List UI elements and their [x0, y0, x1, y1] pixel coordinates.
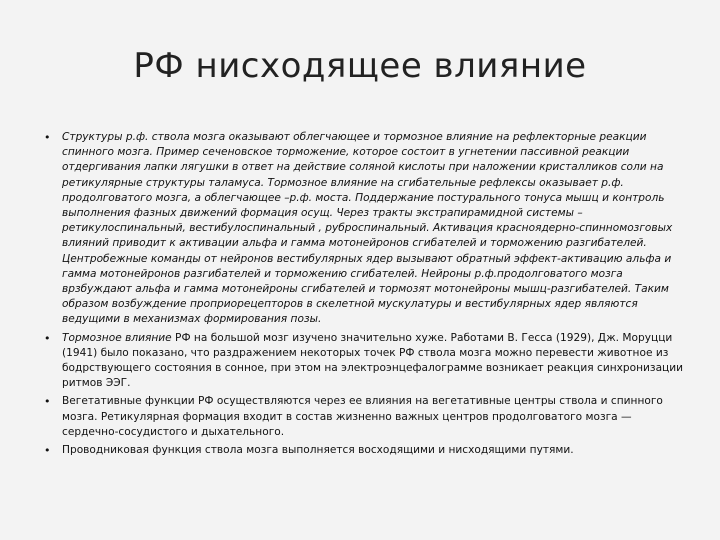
bullet-text-2: РФ на большой мозг изучено значительно хуже. Работами В. Гесса (1929), Дж. Моруцци (1941) было показано, что раздражением некоторых точек РФ ствола мозга можно перевести животное из бодрствующего состояния в сонное, при этом на электроэнцефалограмме возникает реакция синхронизации ритмов ЭЭГ. — [62, 331, 684, 390]
bullet-icon: • — [44, 331, 51, 345]
bullet-lead-2: Тормозное влияние — [62, 331, 172, 344]
bullet-item-3 — [44, 394, 684, 440]
bullet-icon: • — [44, 131, 51, 144]
bullet-item-1 — [44, 130, 684, 328]
bullet-text-4: Проводниковая функция ствола мозга выполняется восходящими и нисходящими путями. — [62, 444, 574, 457]
bullet-item-2 — [44, 331, 684, 392]
slide-title: РФ нисходящее влияние — [133, 46, 587, 86]
bullet-item-4 — [44, 443, 684, 458]
bullet-text-3: Вегетативные функции РФ осуществляются через ее влияния на вегетативные центры ствола и спинного мозга. Ретикулярная формация входит в состав жизненно важных центров продолговатого мозга — сердечно-сосудистого и дыхательного. — [62, 395, 663, 438]
bullet-text-1: Структуры р.ф. ствола мозга оказывают облегчающее и тормозное влияние на рефлекторные реакции спинного мозга. Пример сеченовское торможение, которое состоит в угнетении пассивной реакции отдергивания лапки лягушки в ответ на действие соляной кислоты при наложении кристалликов соли на ретикулярные структуры таламуса. Тормозное влияние на сгибательные рефлексы оказывает р.ф. продолговатого мозга, а облегчающее –р.ф. моста. Поддержание постурального тонуса мышц и контроль выполнения фазных движений формация осущ. Через тракты экстрапирамидной системы –ретикулоспинальный, вестибулоспинальный , руброспинальный. Активация красноядерно-спинномозговых влияний приводит к активации альфа и гамма мотонейронов сгибателей и торможению разгибателей. Центробежные команды от нейронов вестибулярных ядер вызывают обратный эффект-активацию альфа и гамма мотонейронов разгибателей и торможению сгибателей. Нейроны р.ф.продолговатого мозга врзбуждают альфа и гамма мотонейроны сгибателей и тормозят мотонейроны мышц-разгибателей. Таким образом возбуждение проприорецепторов в скелетной мускулатуры и вестибулярных ядер являются ведущими в механизмах формирования позы. — [62, 131, 673, 326]
bullet-icon: • — [44, 444, 51, 458]
bullet-icon: • — [44, 395, 51, 409]
bullet-list — [44, 130, 684, 461]
